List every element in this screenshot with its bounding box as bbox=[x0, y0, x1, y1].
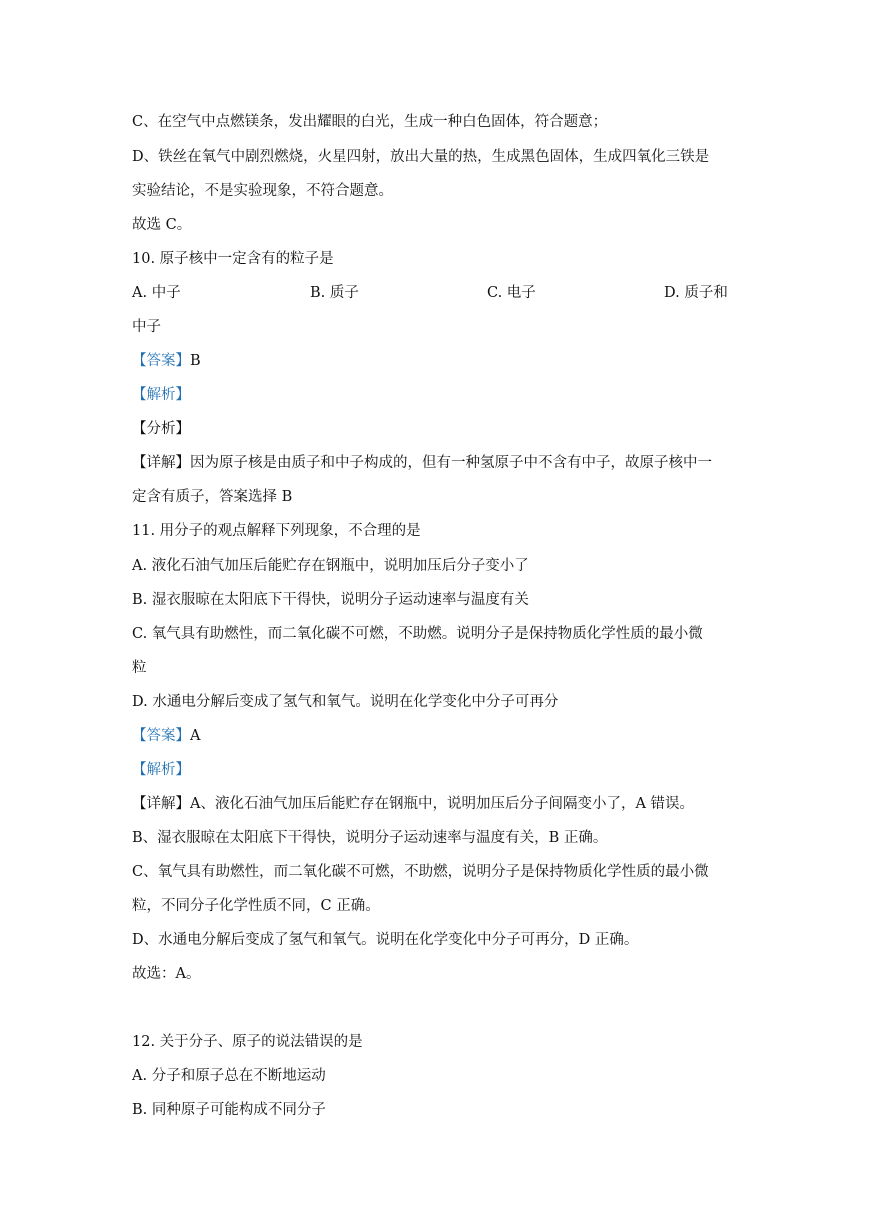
q9-option-d-explanation-line1: D、铁丝在氧气中剧烈燃烧，火星四射，放出大量的热，生成黑色固体，生成四氧化三铁是 bbox=[132, 149, 710, 165]
q9-option-c-explanation: C、在空气中点燃镁条，发出耀眼的白光，生成一种白色固体，符合题意； bbox=[132, 114, 608, 130]
q11-option-c-line2: 粒 bbox=[132, 660, 147, 676]
q9-option-d-explanation-line2: 实验结论，不是实验现象，不符合题意。 bbox=[132, 183, 393, 199]
q11-option-c-line1: C. 氧气具有助燃性，而二氧化碳不可燃，不助燃。说明分子是保持物质化学性质的最小微 bbox=[132, 626, 703, 642]
q9-final-choice: 故选 C。 bbox=[132, 217, 192, 233]
q11-answer-line bbox=[132, 726, 200, 746]
q10-detail-line1 bbox=[132, 453, 712, 473]
q12-option-a: A. 分子和原子总在不断地运动 bbox=[132, 1068, 326, 1084]
q11-detail-d: D、水通电分解后变成了氢气和氧气。说明在化学变化中分子可再分，D 正确。 bbox=[132, 932, 639, 948]
q11-option-d: D. 水通电分解后变成了氢气和氧气。说明在化学变化中分子可再分 bbox=[132, 694, 559, 710]
q10-option-c: C. 电子 bbox=[487, 285, 536, 301]
q10-stem: 10. 原子核中一定含有的粒子是 bbox=[132, 251, 334, 267]
q12-stem: 12. 关于分子、原子的说法错误的是 bbox=[132, 1034, 363, 1050]
answer-value: B bbox=[190, 353, 201, 369]
q10-fenxi-tag: 【分析】 bbox=[132, 421, 190, 437]
detail-tag: 【详解】 bbox=[132, 455, 190, 471]
answer-tag: 【答案】 bbox=[132, 728, 190, 744]
q10-option-b: B. 质子 bbox=[310, 285, 359, 301]
answer-value: A bbox=[190, 728, 201, 744]
detail-text: A、液化石油气加压后能贮存在钢瓶中，说明加压后分子间隔变小了，A 错误。 bbox=[190, 796, 695, 812]
q10-answer-line bbox=[132, 351, 201, 371]
q11-detail-c-line2: 粒，不同分子化学性质不同，C 正确。 bbox=[132, 898, 380, 914]
q11-detail-a bbox=[132, 794, 694, 814]
detail-text: 因为原子核是由质子和中子构成的，但有一种氢原子中不含有中子，故原子核中一 bbox=[190, 455, 712, 471]
q11-option-a: A. 液化石油气加压后能贮存在钢瓶中，说明加压后分子变小了 bbox=[132, 558, 529, 574]
answer-tag: 【答案】 bbox=[132, 353, 190, 369]
detail-tag: 【详解】 bbox=[132, 796, 190, 812]
q11-analysis-tag: 【解析】 bbox=[132, 762, 190, 778]
q11-detail-b: B、湿衣服晾在太阳底下干得快，说明分子运动速率与温度有关，B 正确。 bbox=[132, 830, 608, 846]
q10-option-d-continued: 中子 bbox=[132, 319, 161, 335]
q10-detail-line2: 定含有质子，答案选择 B bbox=[132, 489, 293, 505]
q10-option-d: D. 质子和 bbox=[664, 285, 728, 301]
q10-option-a: A. 中子 bbox=[132, 285, 181, 301]
q10-analysis-tag: 【解析】 bbox=[132, 387, 190, 403]
q11-final-choice: 故选：A。 bbox=[132, 966, 201, 982]
q11-option-b: B. 湿衣服晾在太阳底下干得快，说明分子运动速率与温度有关 bbox=[132, 592, 529, 608]
q12-option-b: B. 同种原子可能构成不同分子 bbox=[132, 1102, 326, 1118]
q11-detail-c-line1: C、氧气具有助燃性，而二氧化碳不可燃，不助燃，说明分子是保持物质化学性质的最小微 bbox=[132, 864, 709, 880]
q11-stem: 11. 用分子的观点解释下列现象，不合理的是 bbox=[132, 523, 421, 539]
